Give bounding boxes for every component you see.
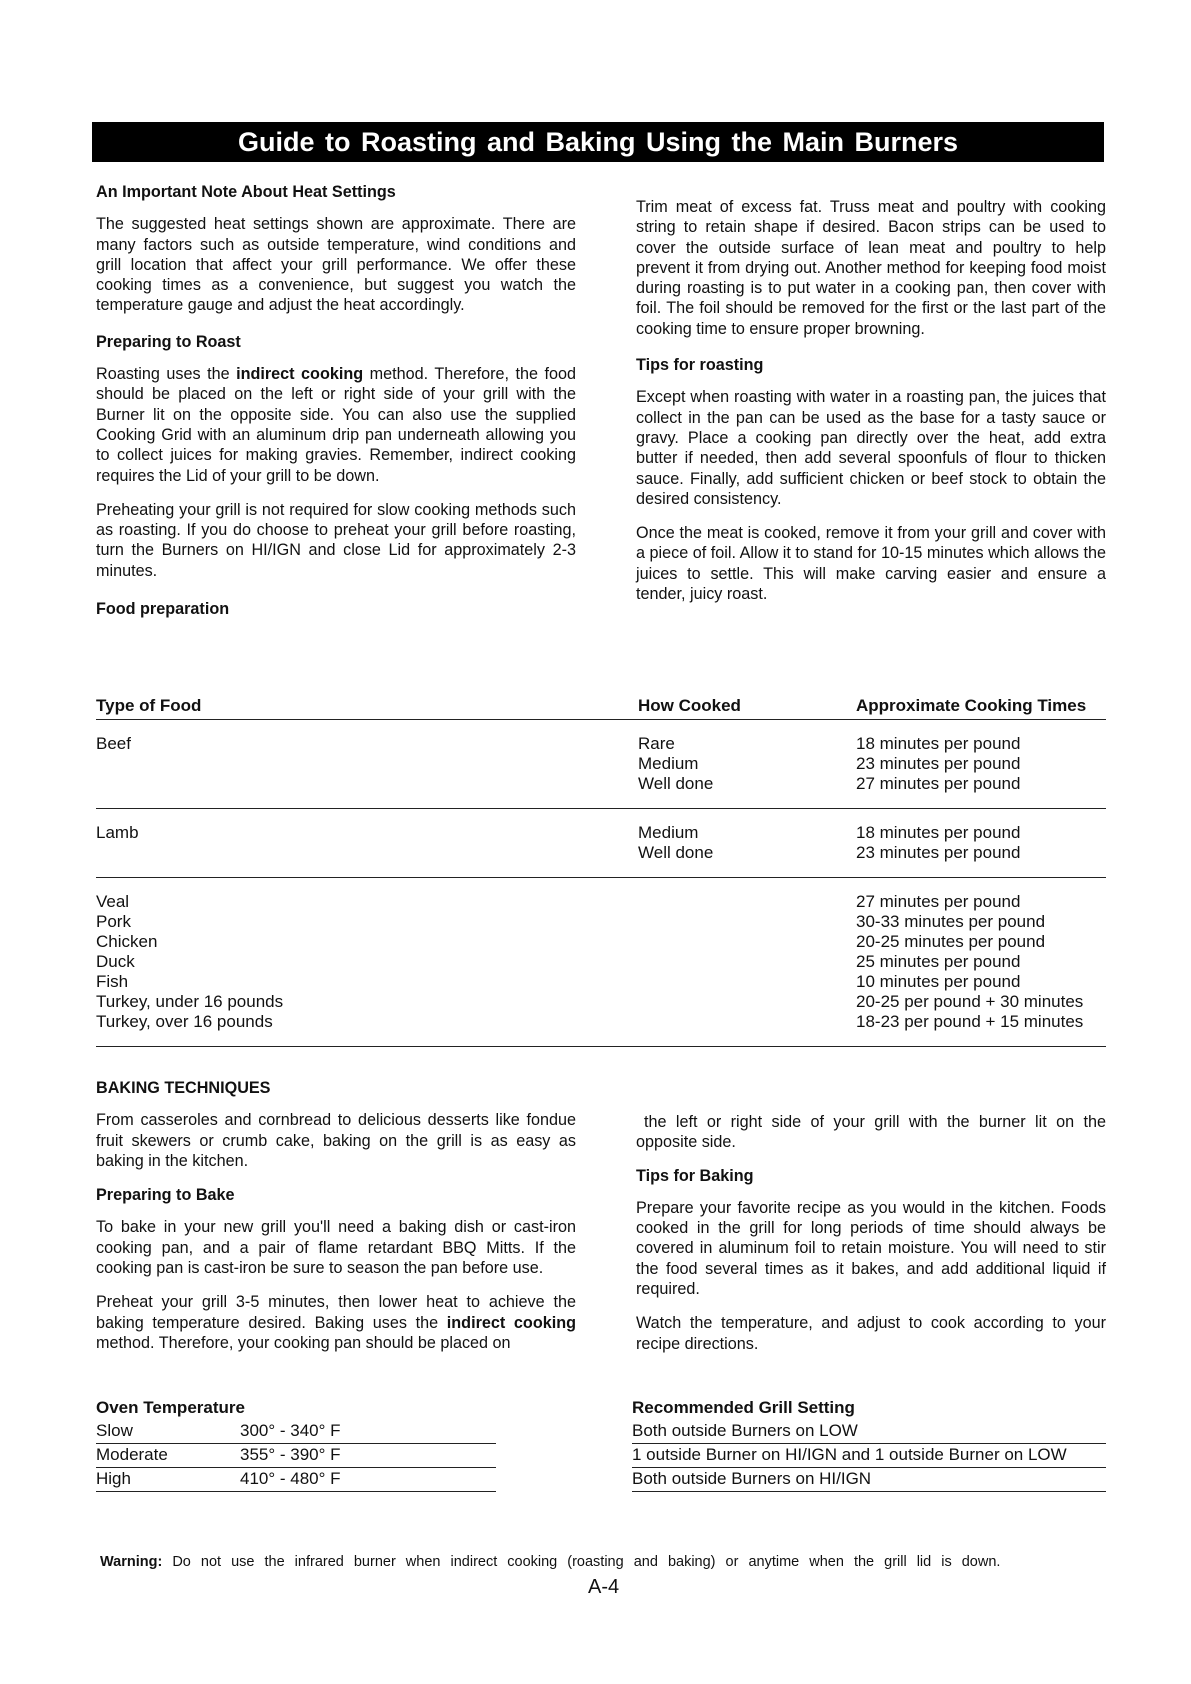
header-grill-setting: Recommended Grill Setting [632, 1398, 855, 1417]
method-cell-line: Medium [638, 754, 699, 773]
warning-label: Warning: [100, 1554, 163, 1570]
baking-heading: BAKING TECHNIQUES [96, 1079, 271, 1097]
time-cell [856, 823, 1106, 863]
oven-left-cell [96, 1468, 496, 1492]
note-text: The suggested heat settings shown are approximate. There are many factors such as outside temperature, wind conditions and grill location that affect your grill performance. We offer these cooking times as a convenience, but suggest you watch the temperature gauge and adjust the heat accordingly. [96, 215, 576, 315]
baking-tips-text: Prepare your favorite recipe as you would in the kitchen. Foods cooked in the grill for long periods of time should always be covered in aluminum foil to retain moisture. You will need to stir the food several times as it bakes, and add additional liquid if required. [636, 1198, 1106, 1299]
oven-temp: 300° - 340° F [240, 1421, 341, 1440]
time-cell-line: 25 minutes per pound [856, 952, 1021, 971]
food-cell-line: Chicken [96, 932, 158, 951]
oven-left-cell [96, 1444, 496, 1468]
watch-text: Watch the temperature, and adjust to cook according to your recipe directions. [636, 1314, 1106, 1353]
header-how-cooked: How Cooked [638, 696, 741, 715]
cooked-text: Once the meat is cooked, remove it from your grill and cover with a piece of foil. Allow it to stand for 10-15 minutes which allows the juices to settle. This will make carving easier and ensure a tender, juicy roast. [636, 524, 1106, 604]
bake-preheat-text: Preheat your grill 3-5 minutes, then lower heat to achieve the baking temperature desired. Baking uses the indirect cooking method. Therefore, your cooking pan should be placed on [96, 1293, 576, 1352]
table-row [96, 1468, 1106, 1492]
oven-temp: 355° - 390° F [240, 1445, 341, 1464]
header-cooking-times: Approximate Cooking Times [856, 696, 1087, 715]
method-cell [638, 892, 856, 1032]
header-oven-temperature: Oven Temperature [96, 1398, 245, 1417]
table-body [96, 720, 1106, 1047]
note-heading: An Important Note About Heat Settings [96, 183, 396, 201]
roast-heading: Preparing to Roast [96, 332, 241, 351]
left-column-roasting [96, 182, 576, 631]
time-cell-line: 27 minutes per pound [856, 774, 1021, 793]
time-cell-line: 18 minutes per pound [856, 734, 1021, 753]
time-cell-line: 20-25 minutes per pound [856, 932, 1046, 951]
page-number: A-4 [588, 1576, 620, 1598]
food-cell [96, 892, 638, 1032]
time-cell-line: 27 minutes per pound [856, 892, 1021, 911]
time-cell-line: 18-23 per pound + 15 minutes [856, 1012, 1084, 1031]
method-cell-line: Well done [638, 843, 714, 862]
oven-table-header [96, 1398, 1106, 1420]
grill-setting: Both outside Burners on HI/IGN [632, 1468, 1106, 1492]
food-cell-line: Duck [96, 952, 135, 971]
table-row [96, 1420, 1106, 1444]
food-cell-line: Lamb [96, 823, 139, 842]
food-cell [96, 823, 638, 863]
time-cell-line: 10 minutes per pound [856, 972, 1021, 991]
time-cell-line: 18 minutes per pound [856, 823, 1021, 842]
oven-table-body [96, 1420, 1106, 1492]
table-row [96, 1444, 1106, 1468]
roasting-tips-text: Except when roasting with water in a roasting pan, the juices that collect in the pan can be used as the base for a tasty sauce or gravy. Place a cooking pan directly over the heat, add extra butter if needed, then add several spoonfuls of flour to thicken sauce. Finally, add sufficient chicken or beef stock to obtain the desired consistency. [636, 388, 1106, 508]
baking-tips-heading: Tips for Baking [636, 1166, 754, 1185]
table-header [96, 696, 1106, 720]
food-cell-line: Pork [96, 912, 131, 931]
oven-name: High [96, 1469, 131, 1488]
page-title: Guide to Roasting and Baking Using the Main Burners [92, 122, 1104, 162]
grill-setting: Both outside Burners on LOW [632, 1420, 1106, 1444]
method-cell [638, 823, 856, 863]
method-cell-line: Medium [638, 823, 699, 842]
right-column-roasting [636, 197, 1106, 618]
cooking-times-table [96, 696, 1106, 1047]
food-cell-line: Fish [96, 972, 129, 991]
trim-text: Trim meat of excess fat. Truss meat and poultry with cooking string to retain shape if desired. Bacon strips can be used to cover the outside surface of lean meat and poultry to help prevent it from drying out. Another method for keeping food moist during roasting is to put water in a cooking pan, then cover with foil. The foil should be removed for the first or the last part of the cooking time to ensure proper browning. [636, 198, 1106, 338]
time-cell-line: 23 minutes per pound [856, 843, 1021, 862]
oven-name: Slow [96, 1421, 133, 1440]
oven-temp: 410° - 480° F [240, 1469, 341, 1488]
table-row [96, 720, 1106, 809]
method-cell [638, 734, 856, 794]
baking-intro: From casseroles and cornbread to delicious desserts like fondue fruit skewers or crumb cake, baking on the grill is as easy as baking in the kitchen. [96, 1111, 576, 1170]
warning-note [100, 1554, 1000, 1570]
warning-text: Do not use the infrared burner when indirect cooking (roasting and baking) or anytime when the grill lid is down. [172, 1554, 1001, 1570]
food-cell-line: Veal [96, 892, 130, 911]
right-column-baking [636, 1112, 1106, 1368]
table-row [96, 809, 1106, 878]
roast-text: Roasting uses the indirect cooking method. Therefore, the food should be placed on the left or right side of your grill with the Burner lit on the opposite side. You can also use the supplied Cooking Grid with an aluminum drip pan underneath allowing you to collect juices for making gravies. Remember, indirect cooking requires the Lid of your grill to be down. [96, 365, 577, 485]
bake-prep-text: To bake in your new grill you'll need a baking dish or cast-iron cooking pan, and a pair of flame retardant BBQ Mitts. If the cooking pan is cast-iron be sure to season the pan before use. [96, 1218, 576, 1278]
method-cell-line: Well done [638, 774, 714, 793]
preheat-text: Preheating your grill is not required for slow cooking methods such as roasting. If you do choose to preheat your grill before roasting, turn the Burners on HI/IGN and close Lid for approximately 2-3 minutes. [96, 500, 576, 580]
oven-left-cell [96, 1420, 496, 1444]
time-cell-line: 23 minutes per pound [856, 754, 1021, 773]
bake-cont-text: the left or right side of your grill with the burner lit on the opposite side. [636, 1113, 1106, 1152]
roasting-tips-heading: Tips for roasting [636, 356, 764, 375]
header-type-of-food: Type of Food [96, 696, 202, 715]
method-cell-line: Rare [638, 734, 675, 753]
table-row [96, 878, 1106, 1047]
oven-temperature-table [96, 1398, 1106, 1492]
bake-prep-heading: Preparing to Bake [96, 1186, 235, 1205]
time-cell [856, 734, 1106, 794]
food-cell-line: Beef [96, 734, 131, 753]
food-prep-heading: Food preparation [96, 600, 230, 619]
time-cell-line: 30-33 minutes per pound [856, 912, 1046, 931]
oven-name: Moderate [96, 1445, 168, 1464]
time-cell-line: 20-25 per pound + 30 minutes [856, 992, 1084, 1011]
left-column-baking [96, 1078, 576, 1367]
food-cell [96, 734, 638, 794]
time-cell [856, 892, 1106, 1032]
food-cell-line: Turkey, over 16 pounds [96, 1012, 273, 1031]
grill-setting: 1 outside Burner on HI/IGN and 1 outside Burner on LOW [632, 1444, 1106, 1468]
food-cell-line: Turkey, under 16 pounds [96, 992, 284, 1011]
